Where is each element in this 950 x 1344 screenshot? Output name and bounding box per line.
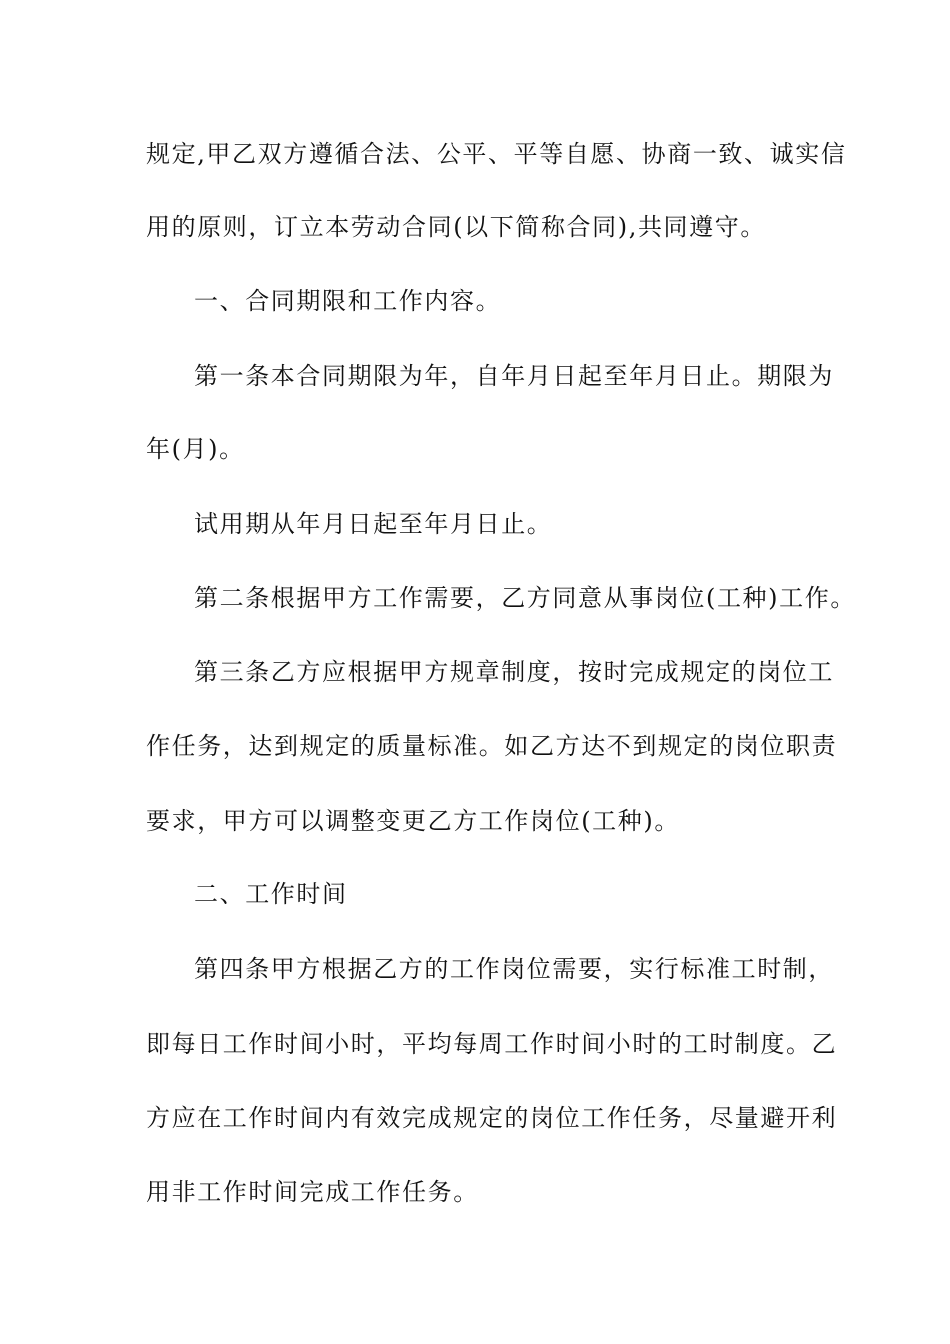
- text-line: 第二条根据甲方工作需要，乙方同意从事岗位(工种)工作。: [194, 584, 856, 612]
- text-line: 第一条本合同期限为年，自年月日起至年月日止。期限为: [194, 362, 834, 390]
- text-line: 规定,甲乙双方遵循合法、公平、平等自愿、协商一致、诚实信: [146, 140, 847, 168]
- text-line: 方应在工作时间内有效完成规定的岗位工作任务，尽量避开利: [146, 1104, 838, 1132]
- text-line: 年(月)。: [146, 435, 245, 463]
- text-line: 用的原则，订立本劳动合同(以下简称合同),共同遵守。: [146, 213, 766, 241]
- text-line: 试用期从年月日起至年月日止。: [194, 510, 553, 538]
- text-line: 第三条乙方应根据甲方规章制度，按时完成规定的岗位工: [194, 658, 834, 686]
- text-line: 用非工作时间完成工作任务。: [146, 1178, 479, 1206]
- text-line: 即每日工作时间小时，平均每周工作时间小时的工时制度。乙: [146, 1030, 838, 1058]
- section-heading: 二、工作时间: [194, 880, 348, 908]
- section-heading: 一、合同期限和工作内容。: [194, 287, 502, 315]
- text-line: 要求，甲方可以调整变更乙方工作岗位(工种)。: [146, 807, 680, 835]
- text-line: 第四条甲方根据乙方的工作岗位需要，实行标准工时制，: [194, 955, 834, 983]
- text-line: 作任务，达到规定的质量标准。如乙方达不到规定的岗位职责: [146, 732, 838, 760]
